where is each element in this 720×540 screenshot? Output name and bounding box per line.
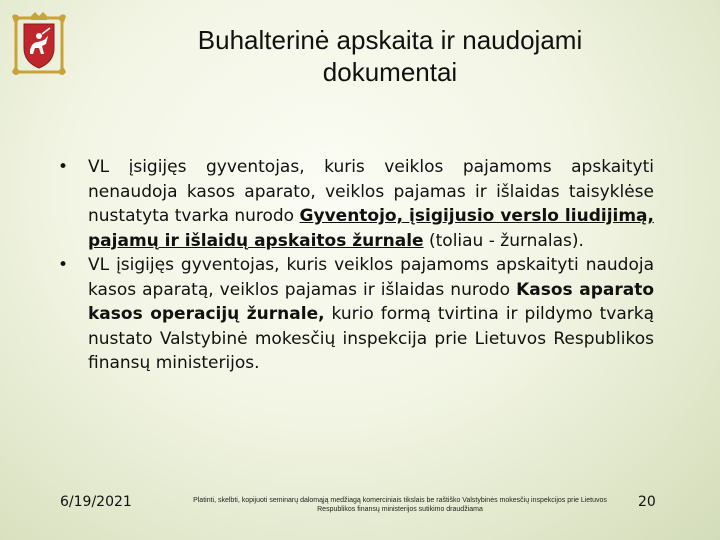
title-line-1: Buhalterinė apskaita ir naudojami [197, 25, 583, 55]
title-line-2: dokumentai [322, 57, 458, 87]
coat-of-arms-icon [6, 10, 72, 80]
bullet-1-journal-name: Gyventojo, įsigijusio verslo liudijimą, pajamų ir išlaidų apskaitos žurnale [88, 206, 654, 251]
footer-date: 6/19/2021 [60, 494, 132, 510]
slide-body [58, 155, 654, 376]
bullet-marker: • [58, 255, 69, 275]
footer-copyright-note: Platinti, skelbti, kopijuoti seminarų dalomąją medžiagą komerciniais tikslais be raštiško Valstybinės mokesčių inspekcijos prie Lietuvos Respublikos finansų ministerijos sutikimo draudžiama [193, 497, 607, 513]
bullet-2-outro: kurio formą tvirtina ir pildymo tvarką nustato Valstybinė mokesčių inspekcija prie Lietuvos Respublikos finansų ministerijos. [88, 304, 654, 373]
bullet-1-outro: (toliau - žurnalas). [423, 230, 584, 251]
slide-title [110, 24, 670, 88]
bullet-2-intro: VL įsigijęs gyventojas, kuris veiklos pajamoms apskaityti naudoja kasos aparatą, veiklos pajamas ir išlaidas nurodo [88, 255, 654, 300]
page-number: 20 [638, 494, 656, 510]
bullet-2-journal-name: Kasos aparato kasos operacijų žurnale, [88, 279, 654, 324]
bullet-item-1 [58, 155, 654, 253]
bullet-item-2 [58, 253, 654, 376]
bullet-marker: • [58, 157, 69, 177]
bullet-1-intro: VL įsigijęs gyventojas, kuris veiklos pajamoms apskaityti nenaudoja kasos aparato, veiklos pajamas ir išlaidas taisyklėse nustatyta tvarka nurodo [88, 157, 654, 226]
